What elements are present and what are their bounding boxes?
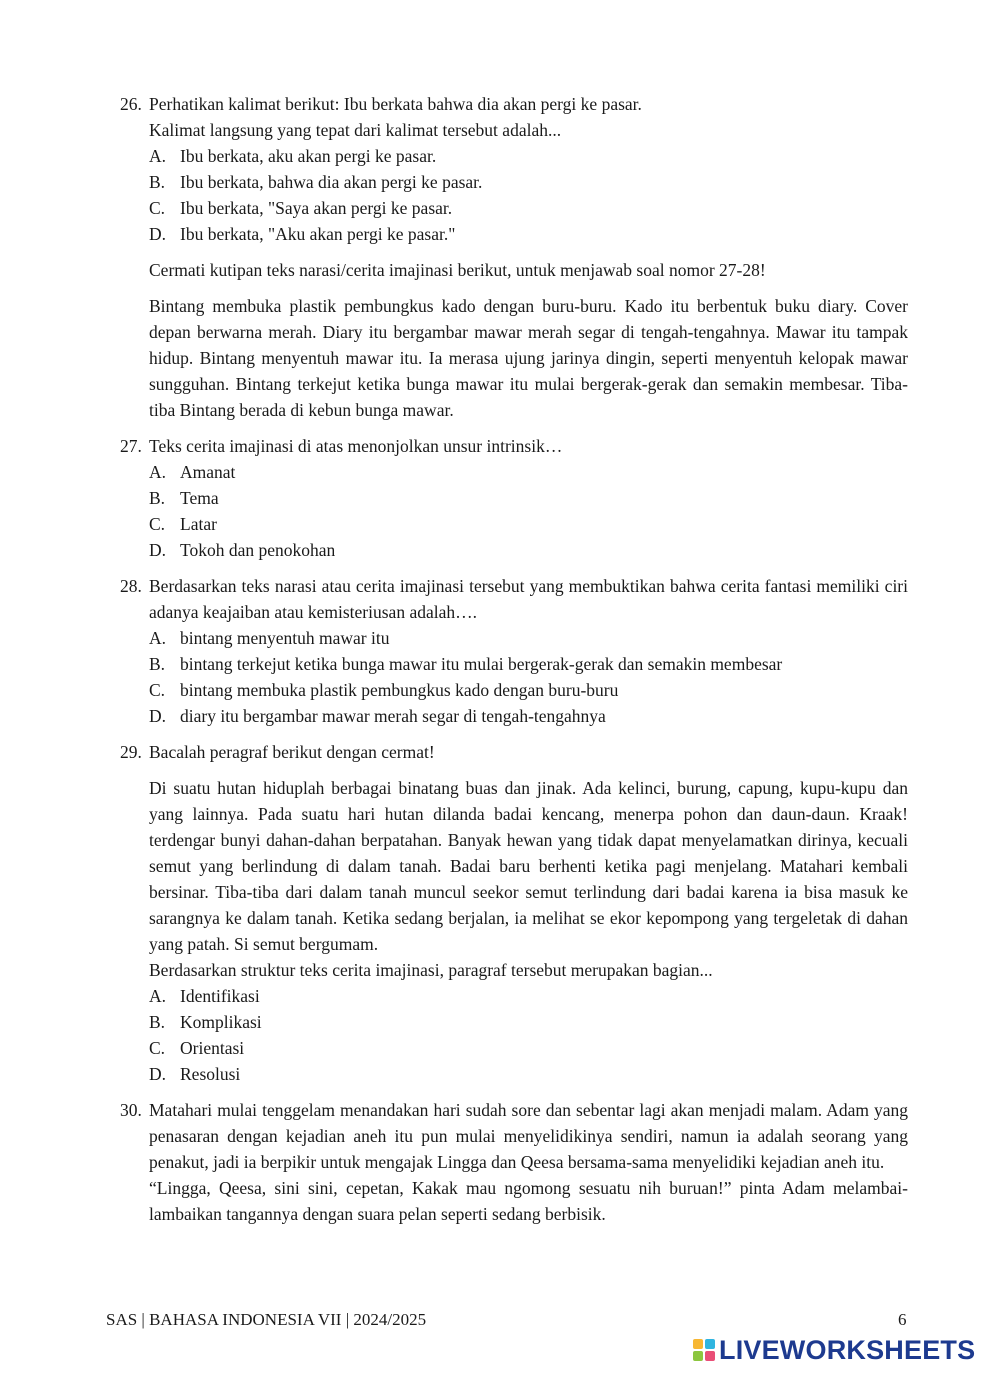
instruction-block xyxy=(120,257,908,283)
question-number: 28. xyxy=(120,576,142,596)
option-a[interactable]: A. Amanat xyxy=(149,462,236,482)
question-stem: Berdasarkan teks narasi atau cerita imajinasi tersebut yang membuktikan bahwa cerita fantasi memiliki ciri adanya keajaiban atau kemisteriusan adalah…. xyxy=(149,576,908,622)
option-list xyxy=(149,983,908,1087)
liveworksheets-logo xyxy=(693,1336,975,1364)
option-list xyxy=(149,625,908,729)
option-d[interactable]: D. Ibu berkata, "Aku akan pergi ke pasar." xyxy=(149,224,456,244)
question-26 xyxy=(120,91,908,247)
question-number: 30. xyxy=(120,1100,142,1120)
option-b[interactable]: B. Tema xyxy=(149,488,219,508)
option-b[interactable]: B. Komplikasi xyxy=(149,1012,262,1032)
question-subtext: Berdasarkan struktur teks cerita imajinasi, paragraf tersebut merupakan bagian... xyxy=(149,960,713,980)
document-page xyxy=(120,91,908,1227)
question-30 xyxy=(120,1097,908,1227)
question-subtext: Kalimat langsung yang tepat dari kalimat tersebut adalah... xyxy=(149,120,562,140)
option-c[interactable]: C. Latar xyxy=(149,514,217,534)
question-stem: Perhatikan kalimat berikut: Ibu berkata bahwa dia akan pergi ke pasar. xyxy=(149,94,642,114)
instruction-text: Cermati kutipan teks narasi/cerita imajinasi berikut, untuk menjawab soal nomor 27-28! xyxy=(149,260,766,280)
question-stem: Bacalah peragraf berikut dengan cermat! xyxy=(149,742,435,762)
option-b[interactable]: B. bintang terkejut ketika bunga mawar itu mulai bergerak-gerak dan semakin membesar xyxy=(149,654,783,674)
question-number: 26. xyxy=(120,94,142,114)
page-number: 6 xyxy=(898,1310,907,1329)
option-a[interactable]: A. bintang menyentuh mawar itu xyxy=(149,628,390,648)
question-29 xyxy=(120,739,908,1087)
logo-text: LIVEWORKSHEETS xyxy=(719,1335,976,1365)
option-b[interactable]: B. Ibu berkata, bahwa dia akan pergi ke pasar. xyxy=(149,172,483,192)
story-passage: Bintang membuka plastik pembungkus kado dengan buru-buru. Kado itu berbentuk buku diary. Cover depan berwarna merah. Diary itu bergambar mawar merah segar di tengah-tengahnya. Mawar itu tampak hidup. Bintang menyentuh mawar itu. Ia merasa ujung jarinya dingin, seperti menyentuh kelopak mawar sungguhan. Bintang terkejut ketika bunga mawar itu mulai bergerak-gerak dan semakin membesar. Tiba-tiba Bintang berada di kebun bunga mawar. xyxy=(149,296,908,420)
question-stem: Matahari mulai tenggelam menandakan hari sudah sore dan sebentar lagi akan menjadi malam. Adam yang penasaran dengan kejadian aneh itu pun mulai menyelidikinya sendiri, namun ia adalah seorang yang penakut, jadi ia berpikir untuk mengajak Lingga dan Qeesa bersama-sama menyelidiki kejadian aneh itu. xyxy=(149,1100,908,1172)
option-a[interactable]: A. Identifikasi xyxy=(149,986,260,1006)
question-number: 29. xyxy=(120,742,142,762)
question-stem: Teks cerita imajinasi di atas menonjolkan unsur intrinsik… xyxy=(149,436,563,456)
option-d[interactable]: D. Resolusi xyxy=(149,1064,241,1084)
question-28 xyxy=(120,573,908,729)
question-27 xyxy=(120,433,908,563)
question-number: 27. xyxy=(120,436,142,456)
option-c[interactable]: C. Orientasi xyxy=(149,1038,245,1058)
option-d[interactable]: D. diary itu bergambar mawar merah segar di tengah-tengahnya xyxy=(149,706,606,726)
footer-title: SAS | BAHASA INDONESIA VII | 2024/2025 xyxy=(106,1310,427,1329)
dialogue-quote: “Lingga, Qeesa, sini sini, cepetan, Kakak mau ngomong sesuatu nih buruan!” pinta Adam melambai-lambaikan tangannya dengan suara pelan seperti sedang berbisik. xyxy=(149,1178,908,1224)
option-list xyxy=(149,143,908,247)
option-d[interactable]: D. Tokoh dan penokohan xyxy=(149,540,336,560)
story-passage: Di suatu hutan hiduplah berbagai binatang buas dan jinak. Ada kelinci, burung, capung, kupu-kupu dan yang lainnya. Pada suatu hari hutan dilanda badai kencang, menerpa pohon dan daun-daun. Kraak! terdengar bunyi dahan-dahan berpatahan. Banyak hewan yang tidak dapat menyelamatkan dirinya, kecuali semut yang berlindung di dalam tanah. Badai baru berhenti ketika pagi menjelang. Matahari kembali bersinar. Tiba-tiba dari dalam tanah muncul seekor semut terlindung dari badai karena ia bisa masuk ke sarangnya ke dalam tanah. Ketika sedang berjalan, ia melihat se ekor kepompong yang tergeletak di dahan yang patah. Si semut bergumam. xyxy=(149,778,908,954)
passage-block xyxy=(120,293,908,423)
liveworksheets-logo-icon xyxy=(693,1339,715,1361)
option-c[interactable]: C. bintang membuka plastik pembungkus kado dengan buru-buru xyxy=(149,680,619,700)
option-a[interactable]: A. Ibu berkata, aku akan pergi ke pasar. xyxy=(149,146,437,166)
option-c[interactable]: C. Ibu berkata, "Saya akan pergi ke pasar. xyxy=(149,198,453,218)
option-list xyxy=(149,459,908,563)
